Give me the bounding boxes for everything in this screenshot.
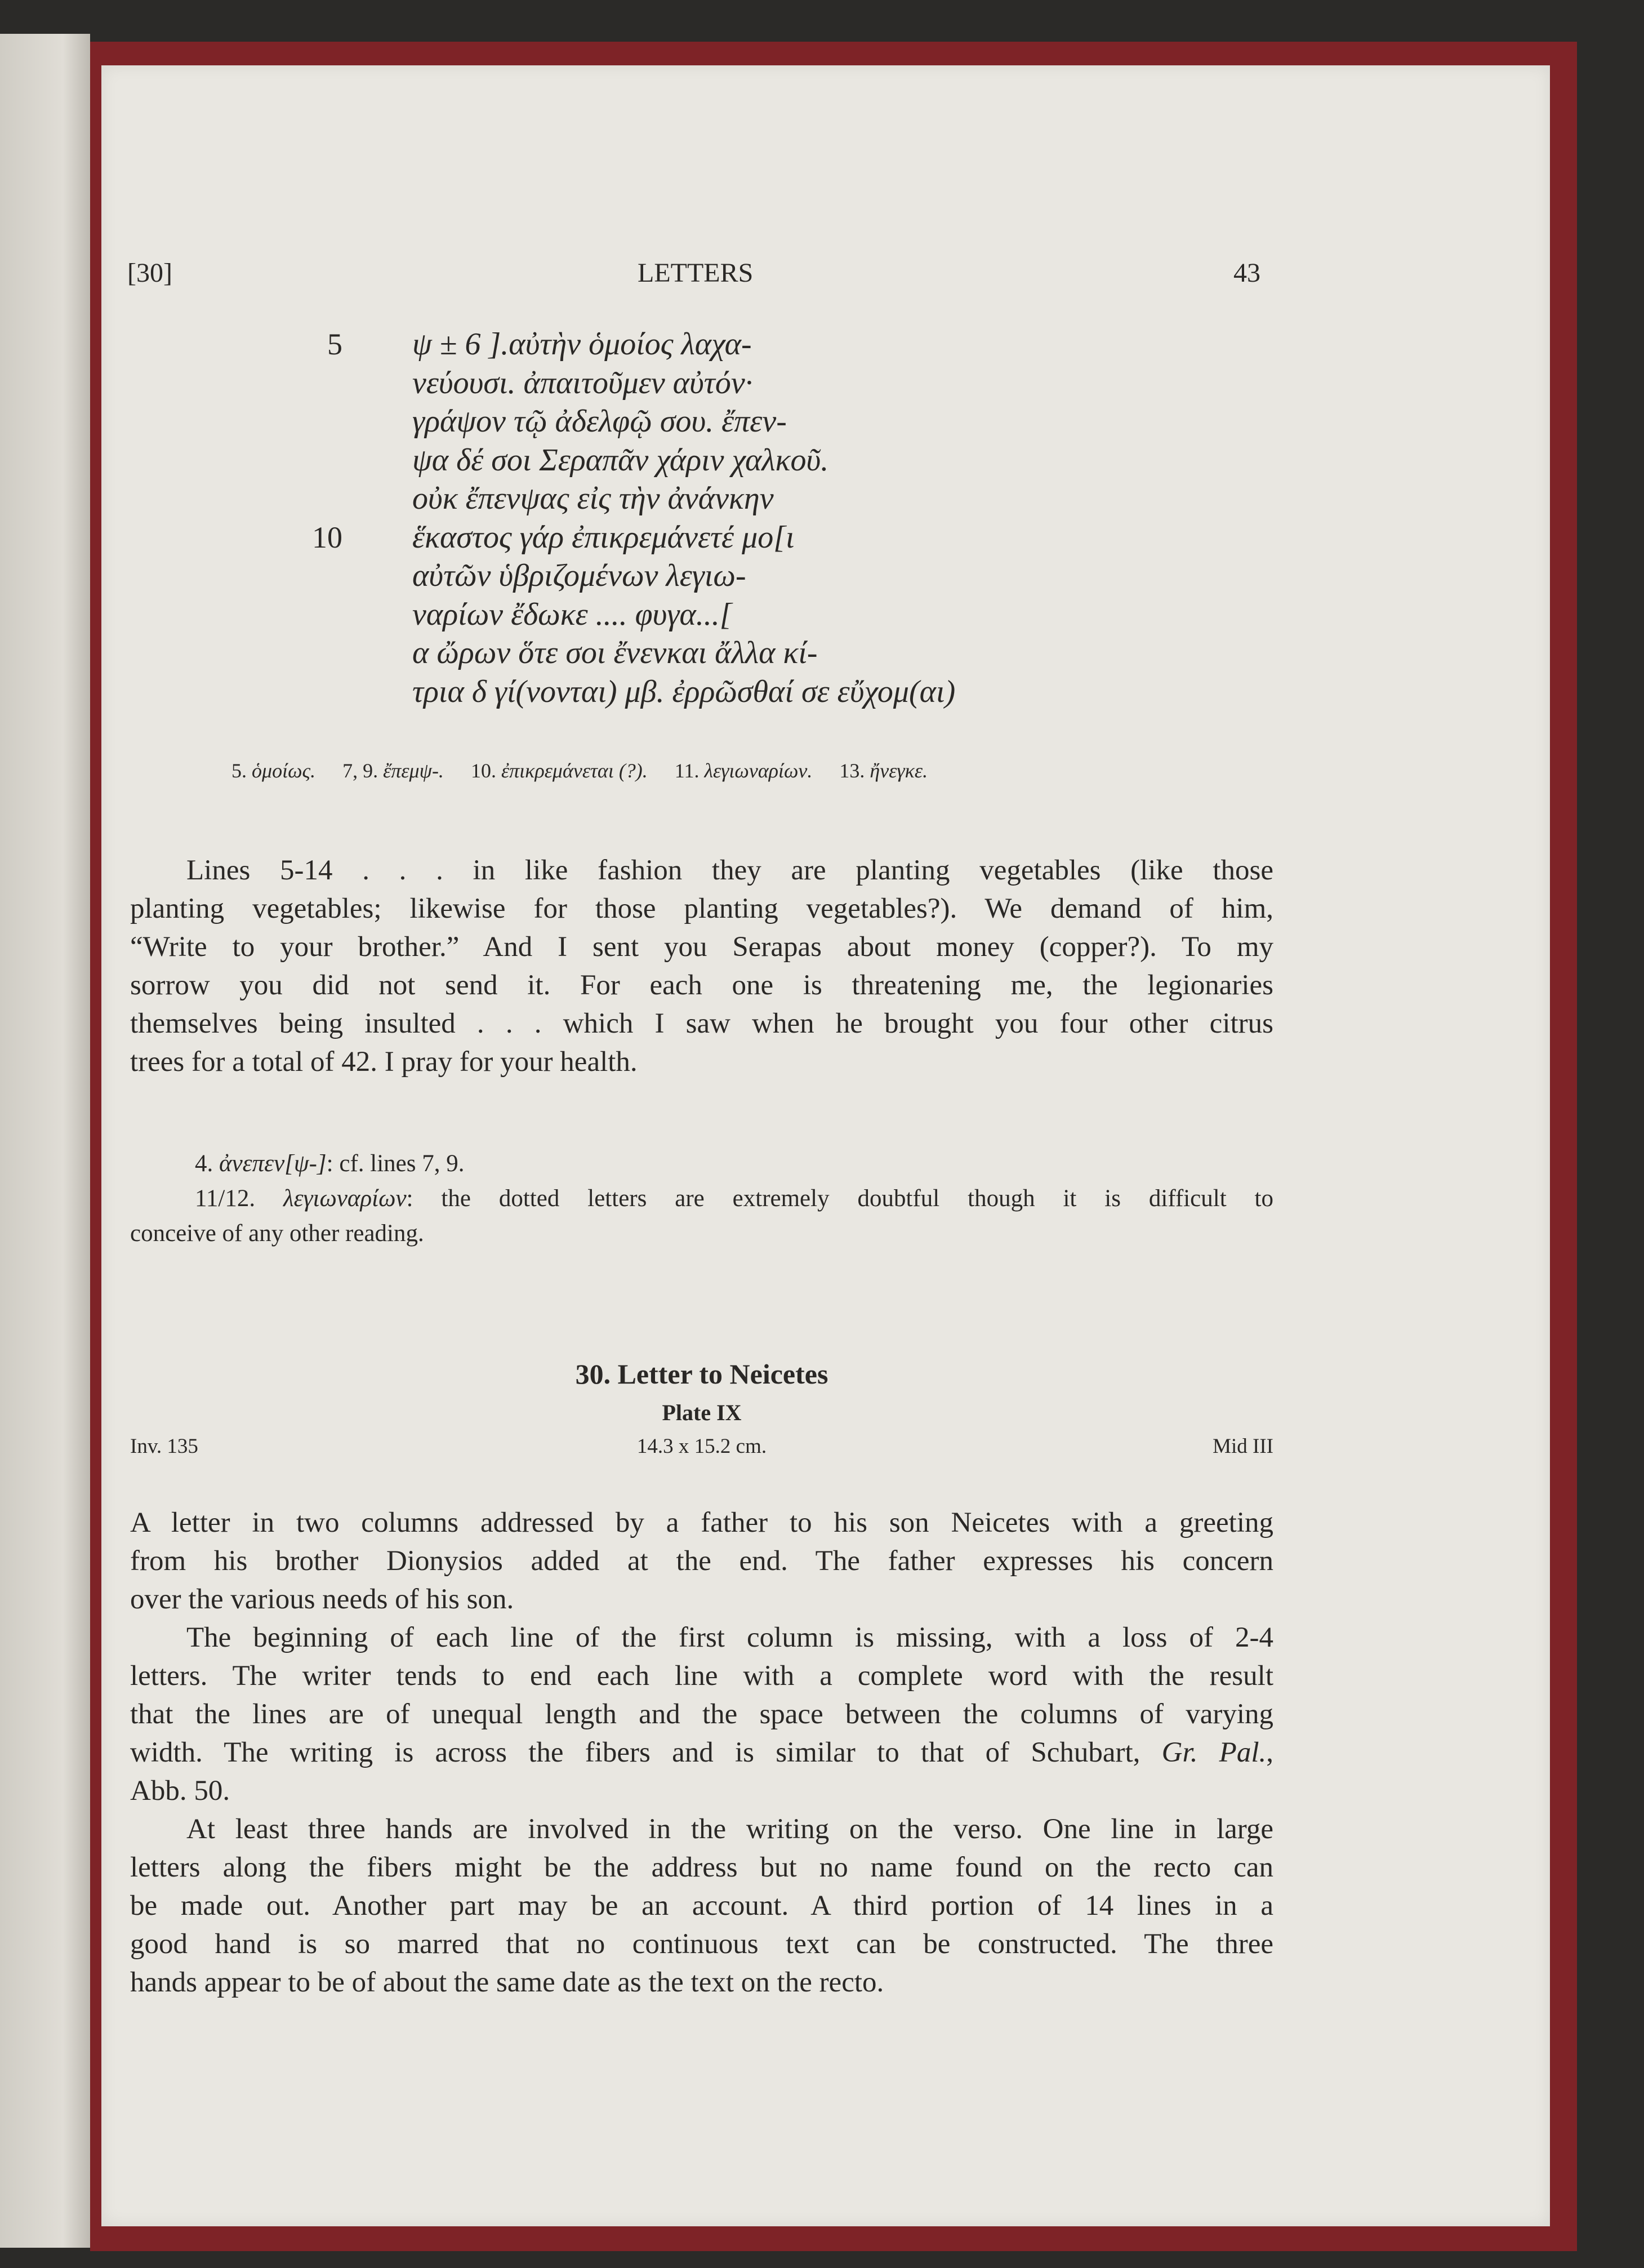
commentary-notes — [130, 1146, 1273, 1251]
text-line: themselves being insulted . . . which I saw when he brought you four other citrus — [130, 1008, 1273, 1039]
apparatus-reading: ἐπικρεμάνεται (?). — [501, 759, 648, 782]
text-line: Lines 5-14 . . . in like fashion they are planting vegetables (like those — [186, 855, 1273, 886]
greek-line: ἕκαστος γάρ ἐπικρεμάνετέ μο[ι — [412, 519, 795, 555]
adjacent-page-edge — [0, 34, 90, 2248]
entry-title: 30. Letter to Neicetes — [575, 1358, 828, 1390]
greek-line: τρια δ γί(νονται) μβ. ἐρρῶσθαί σε εὔχομ(αι) — [412, 674, 956, 709]
text-line: At least three hands are involved in the writing on the verso. One line in large — [186, 1813, 1273, 1845]
greek-line: α ὤρων ὅτε σοι ἔνενκαι ἄλλα κί- — [412, 635, 818, 670]
text-line: from his brother Dionysios added at the end. The father expresses his concern — [130, 1545, 1273, 1577]
text-line — [130, 1733, 1273, 1772]
note-line — [130, 1181, 1273, 1216]
note-ref: 11/12. — [195, 1185, 256, 1212]
text-line: be made out. Another part may be an account. A third portion of 14 lines in a — [130, 1890, 1273, 1922]
text-line: over the various needs of his son. — [130, 1584, 514, 1615]
translation-paragraph — [130, 851, 1273, 1081]
text-line: planting vegetables; likewise for those planting vegetables?). We demand of him, — [130, 893, 1273, 924]
text-line: hands appear to be of about the same date as the text on the recto. — [130, 1967, 884, 1998]
text-line: letters along the fibers might be the address but no name found on the recto can — [130, 1852, 1273, 1883]
description-body — [130, 1504, 1273, 2002]
apparatus — [231, 755, 928, 786]
text-line: “Write to your brother.” And I sent you Serapas about money (copper?). To my — [130, 931, 1273, 963]
note-line: conceive of any other reading. — [130, 1220, 424, 1247]
note-greek: λεγιωναρίων — [283, 1185, 407, 1212]
greek-line: νεύουσι. ἀπαιτοῦμεν αὐτόν· — [412, 365, 753, 401]
text-span: , — [1266, 1737, 1273, 1768]
apparatus-entry — [675, 755, 813, 786]
text-line: A letter in two columns addressed by a father to his son Neicetes with a greeting — [130, 1507, 1273, 1538]
inventory-number: Inv. 135 — [130, 1435, 198, 1458]
apparatus-reading: ὁμοίως. — [252, 759, 316, 782]
greek-line: οὐκ ἔπενψας εἰς τὴν ἀνάνκην — [412, 481, 774, 516]
line-number: 10 — [312, 520, 342, 554]
greek-line: αὐτῶν ὑβριζομένων λεγιω- — [412, 558, 746, 593]
running-head-title: LETTERS — [638, 258, 754, 288]
note-text: : cf. lines 7, 9. — [326, 1150, 465, 1177]
text-line: Abb. 50. — [130, 1775, 230, 1807]
apparatus-ref: 5. — [231, 759, 247, 782]
line-number: 5 — [327, 327, 342, 361]
text-line: good hand is so marred that no continuous text can be constructed. The three — [130, 1928, 1273, 1960]
note-ref: 4. — [195, 1150, 213, 1177]
apparatus-entry — [471, 755, 648, 786]
text-line: trees for a total of 42. I pray for your health. — [130, 1046, 638, 1078]
greek-line: ψα δέ σοι Σεραπᾶν χάριν χαλκοῦ. — [412, 442, 829, 478]
plate-label: Plate IX — [662, 1400, 742, 1425]
apparatus-ref: 11. — [674, 759, 700, 782]
text-line: sorrow you did not send it. For each one is threatening me, the legionaries — [130, 970, 1273, 1001]
apparatus-ref: 7, 9. — [342, 759, 378, 782]
note-line — [130, 1146, 1273, 1181]
citation-italic: Gr. Pal. — [1161, 1737, 1267, 1768]
apparatus-ref: 13. — [839, 759, 865, 782]
text-line: that the lines are of unequal length and the space between the columns of varying — [130, 1698, 1273, 1730]
text-line: letters. The writer tends to end each line with a complete word with the result — [130, 1660, 1273, 1692]
page-number: 43 — [1233, 258, 1260, 288]
apparatus-ref: 10. — [470, 759, 496, 782]
greek-line: ψ ± 6 ].αὐτὴν ὁμοίος λαχα- — [412, 327, 752, 362]
note-greek: ἀνεπεν[ψ-] — [219, 1150, 327, 1177]
apparatus-entry — [342, 755, 444, 786]
text-span: width. The writing is across the fibers and is similar to that of Schubart, — [130, 1737, 1162, 1768]
running-head-section: [30] — [127, 258, 172, 288]
apparatus-reading: λεγιωναρίων. — [704, 759, 813, 782]
apparatus-entry — [839, 755, 928, 786]
greek-line: ναρίων ἔδωκε .... φυγα...[ — [412, 597, 732, 632]
apparatus-entry — [231, 755, 315, 786]
greek-line: γράψον τῷ ἀδελφῷ σου. ἔπεν- — [412, 404, 787, 439]
date: Mid III — [1213, 1435, 1273, 1458]
apparatus-reading: ἔπεμψ-. — [383, 759, 444, 782]
dimensions: 14.3 x 15.2 cm. — [636, 1435, 767, 1458]
text-line: The beginning of each line of the first column is missing, with a loss of 2-4 — [186, 1622, 1273, 1653]
apparatus-reading: ἤνεγκε. — [870, 759, 928, 782]
note-text: : the dotted letters are extremely doubtful though it is difficult to — [406, 1185, 1274, 1212]
